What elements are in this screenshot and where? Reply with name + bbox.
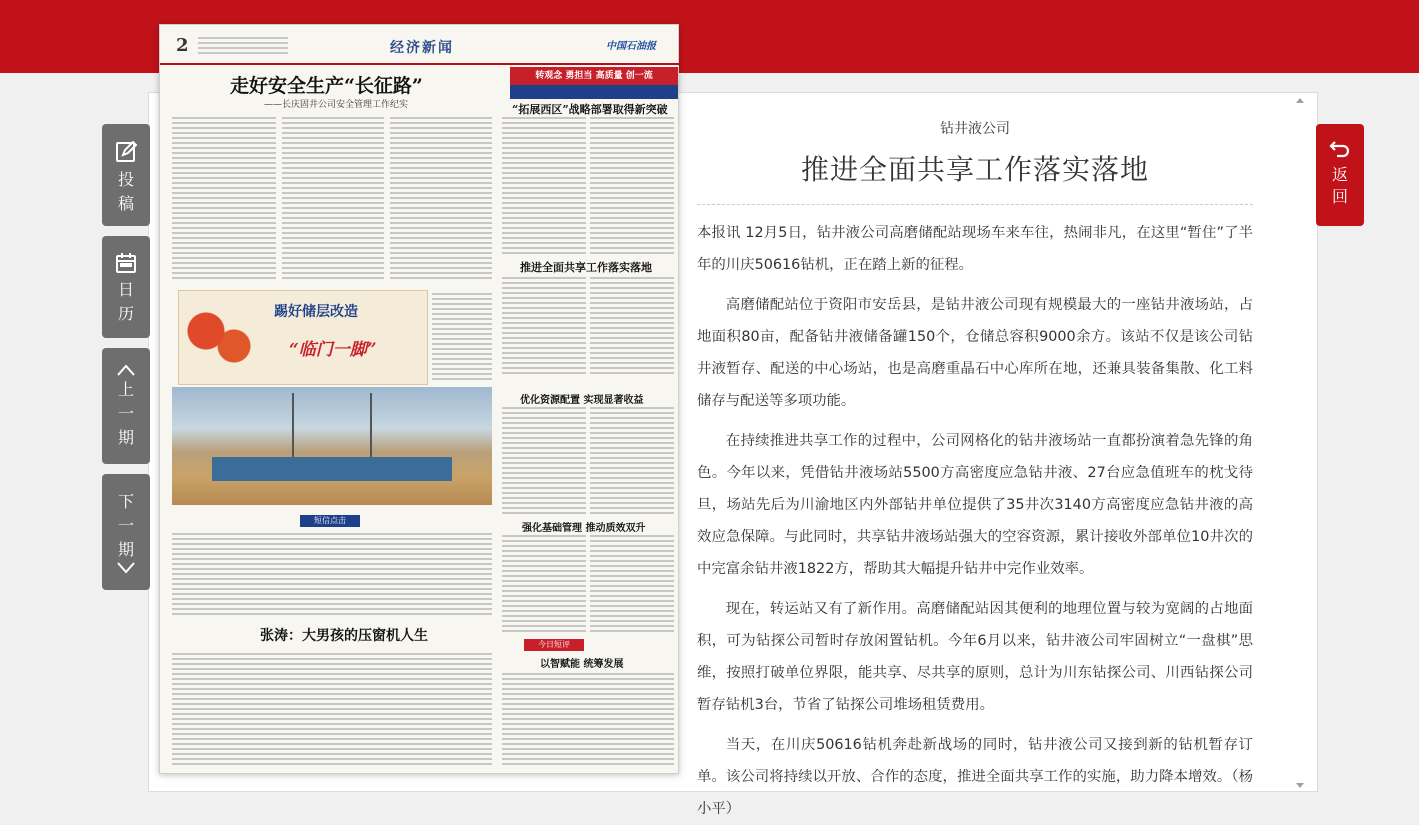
text-column <box>590 535 674 635</box>
newspaper-masthead <box>160 25 680 65</box>
calendar-icon <box>102 252 150 274</box>
article-kicker: 钻井液公司 <box>940 121 1010 137</box>
headline-mid-1[interactable]: 优化资源配置 实现显著收益 <box>520 395 644 406</box>
text-column <box>172 653 492 767</box>
headline-right-bottom[interactable]: 以智赋能 统筹发展 <box>540 659 624 670</box>
scroll-up-arrow-icon[interactable] <box>1296 98 1304 103</box>
section-title: 经济新闻 <box>390 40 454 56</box>
headline-main[interactable]: 走好安全生产“长征路” <box>230 75 423 97</box>
article-paragraph: 在持续推进共享工作的过程中，公司网格化的钻井液场站一直都扮演着急先锋的角色。今年以来，凭借钻井液场站5500方高密度应急钻井液、27台应急值班车的枕戈待旦，场站先后为川渝地区内外部钻井单位提供了35井次3140方高密度应急钻井液的高效应急保障。与此同时，共享钻井液场站强大的空容资源，累计接收外部单位10井次的中完富余钻井液1822方，帮助其大幅提升钻井中完作业效率。 <box>697 433 1253 577</box>
article-scrollbar[interactable] <box>1293 96 1307 790</box>
inset-subtitle: “临门一脚” <box>289 340 377 360</box>
subhead-main: ——长庆固井公司安全管理工作纪实 <box>264 100 409 110</box>
article-paragraph: 现在，转运站又有了新作用。高磨储配站因其便利的地理位置与较为宽阔的占地面积，可为钻探公司暂时存放闲置钻机。今年6月以来，钻井液公司牢固树立“一盘棋”思维，按照打破单位界限，能共享、尽共享的原则，总计为川东钻探公司、川西钻探公司暂存钻机3台，节省了钻探公司堆场租赁费用。 <box>697 601 1253 713</box>
text-column <box>432 293 492 383</box>
drilling-site-photo <box>172 387 492 505</box>
today-review-bar: 今日短评 <box>524 639 584 651</box>
article-paragraph: 当天，在川庆50616钻机奔赴新战场的同时，钻井液公司又接到新的钻机暂存订单。该公司将持续以开放、合作的态度，推进全面共享工作的实施，助力降本增效。（杨小平） <box>697 737 1253 817</box>
back-label: 返 回 <box>1331 165 1348 206</box>
title-divider <box>697 204 1253 205</box>
page-number: 2 <box>176 35 189 56</box>
text-column <box>282 117 384 279</box>
text-column <box>390 117 492 279</box>
short-news-bar: 短信点击 <box>300 515 360 527</box>
calendar-label: 日 历 <box>117 280 134 323</box>
text-column <box>502 673 674 767</box>
slogan-banner-strip <box>510 85 678 99</box>
next-issue-button[interactable] <box>102 474 150 590</box>
workers-illustration <box>185 301 255 376</box>
newspaper-logo: 中国石油报 <box>606 41 656 52</box>
submit-button[interactable] <box>102 124 150 226</box>
text-column <box>502 277 586 377</box>
text-column <box>590 117 674 257</box>
equipment-row <box>212 457 452 481</box>
article-paragraph: 高磨储配站位于资阳市安岳县，是钻井液公司现有规模最大的一座钻井液场站，占地面积80亩，配备钻井液储备罐150个，仓储总容积9000余方。该站不仅是该公司钻井液暂存、配送的中心场站，也是高磨重晶石中心库所在地，还兼具装备集散、化工料储存与配送等多项功能。 <box>697 297 1253 409</box>
headline-article[interactable]: 推进全面共享工作落实落地 <box>520 261 652 274</box>
short-news-text <box>172 533 492 617</box>
article-paragraph: 本报讯 12月5日，钻井液公司高磨储配站现场车来车往，热闹非凡，在这里“暂住”了半年的川庆50616钻机，正在踏上新的征程。 <box>697 225 1253 273</box>
chevron-down-icon <box>102 562 150 574</box>
text-column <box>172 117 276 279</box>
text-column <box>502 407 586 517</box>
feature-inset <box>178 290 428 385</box>
inset-title: 踢好储层改造 <box>274 304 358 320</box>
text-column <box>502 535 586 635</box>
submit-label: 投 稿 <box>117 170 134 213</box>
article-panel[interactable] <box>697 112 1253 817</box>
slogan-banner: 转观念 勇担当 高质量 创一流 <box>510 67 678 85</box>
headline-mid-2[interactable]: 强化基础管理 推动质效双升 <box>522 523 646 534</box>
chevron-up-icon <box>102 364 150 376</box>
edit-icon <box>102 140 150 164</box>
previous-issue-button[interactable] <box>102 348 150 464</box>
headline-right[interactable]: “拓展西区”战略部署取得新突破 <box>512 103 668 116</box>
text-column <box>590 407 674 517</box>
article-title: 推进全面共享工作落实落地 <box>800 153 1149 186</box>
previous-issue-label: 上 一 期 <box>117 380 134 447</box>
masthead-meta <box>198 37 288 55</box>
scroll-down-arrow-icon[interactable] <box>1296 783 1304 788</box>
text-column <box>590 277 674 377</box>
back-button[interactable] <box>1316 124 1364 226</box>
return-icon <box>1329 143 1351 162</box>
calendar-button[interactable] <box>102 236 150 338</box>
newspaper-page[interactable] <box>159 24 679 774</box>
text-column <box>502 117 586 257</box>
headline-bottom[interactable]: 张涛：大男孩的压窗机人生 <box>260 628 428 644</box>
next-issue-label: 下 一 期 <box>117 492 134 559</box>
